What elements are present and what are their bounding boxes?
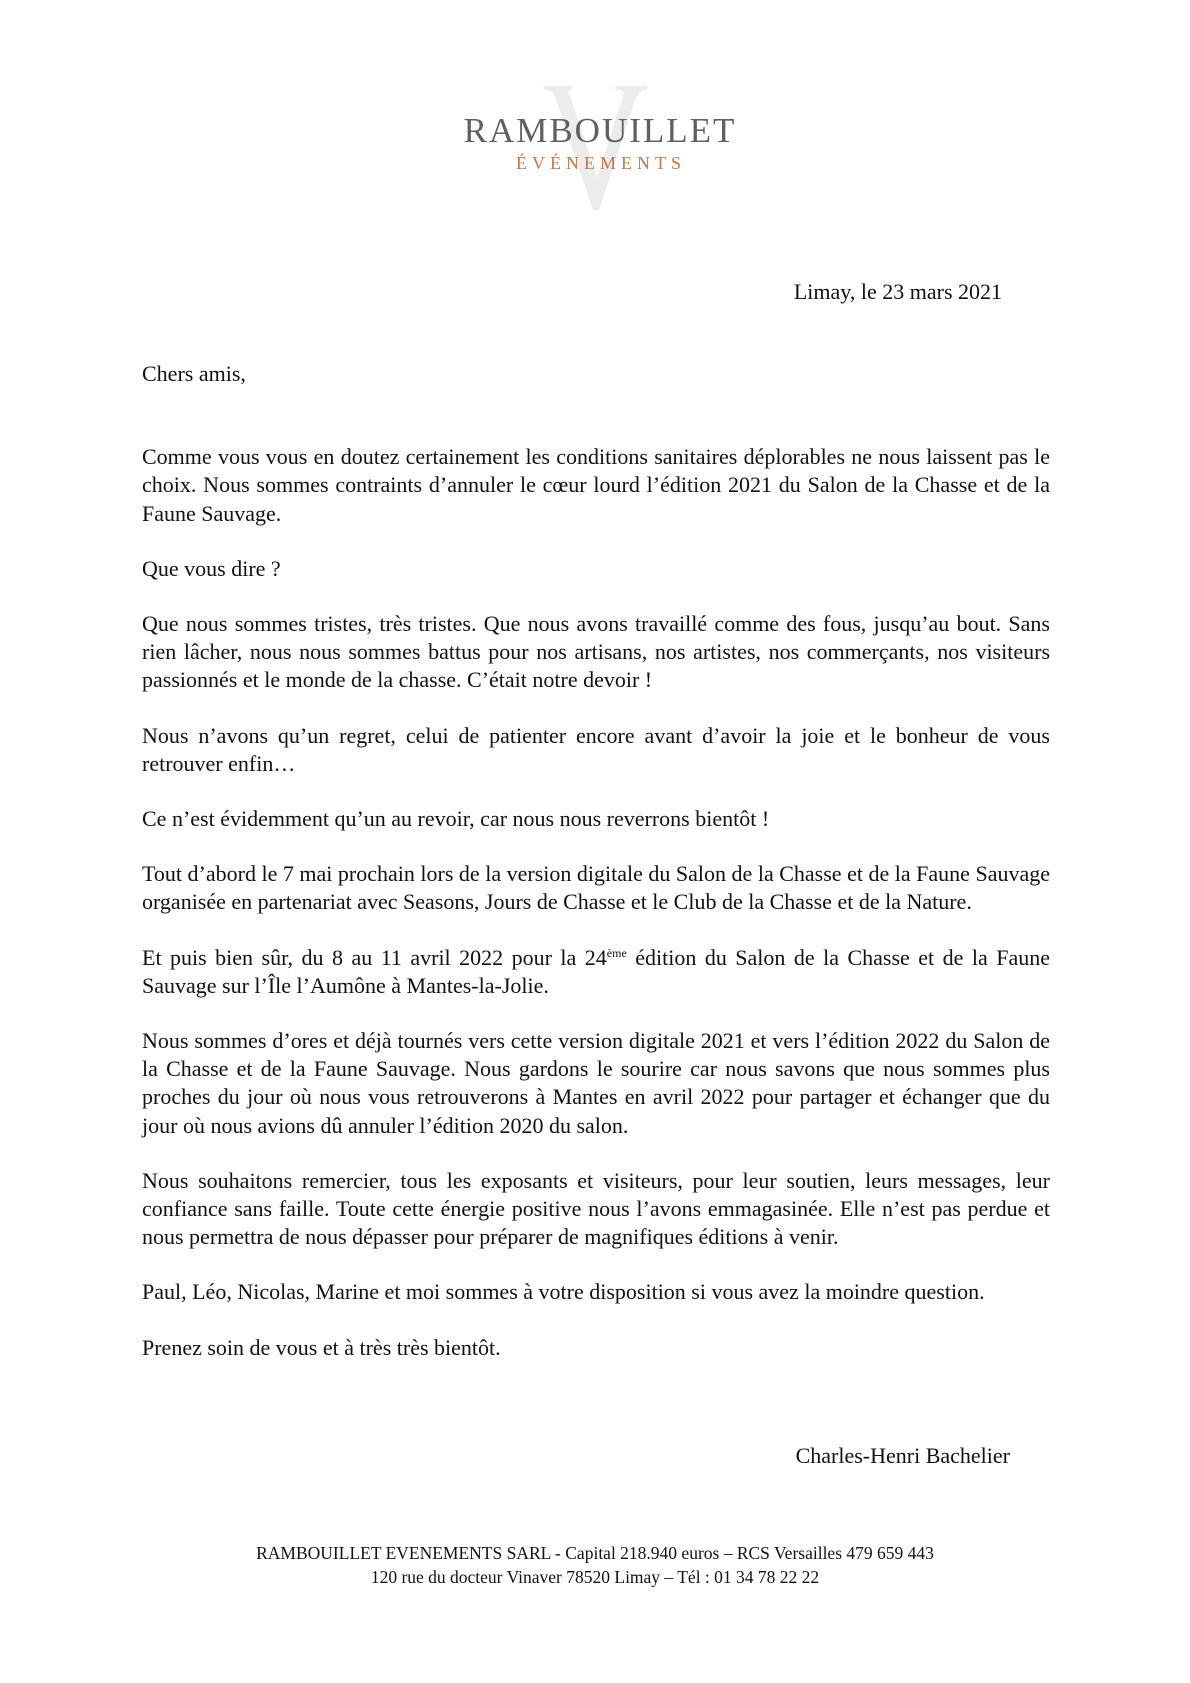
ordinal-superscript: ème — [606, 945, 627, 960]
paragraph-8: Nous sommes d’ores et déjà tournés vers cette version digitale 2021 et vers l’édition 2022 du Salon de la Chasse et de la Faune Sauvage. Nous gardons le sourire car nous savons que nous sommes plus proches du jour où nous vous retrouverons à Mantes en avril 2022 pour partager et échanger que du jour où nous avions dû annuler l’édition 2020 du salon. — [142, 1028, 1050, 1138]
paragraph-9: Nous souhaitons remercier, tous les exposants et visiteurs, pour leur soutien, leurs messages, leur confiance sans faille. Toute cette énergie positive nous l’avons emmagasinée. Elle n’est pas perdue et nous permettra de nous dépasser pour préparer de magnifiques éditions à venir. — [142, 1167, 1050, 1250]
letter-date: Limay, le 23 mars 2021 — [793, 279, 1002, 304]
paragraph-11: Prenez soin de vous et à très très bientôt. — [142, 1334, 501, 1360]
paragraph-1: Comme vous vous en doutez certainement les conditions sanitaires déplorables ne nous laissent pas le choix. Nous sommes contraints d’annuler le cœur lourd l’édition 2021 du Salon de la Chasse et de la Faune Sauvage. — [142, 444, 1050, 526]
footer-address-line: 120 rue du docteur Vinaver 78520 Limay – Tél : 01 34 78 22 22 — [370, 1567, 820, 1587]
paragraph-2: Que vous dire ? — [142, 555, 281, 581]
footer — [0, 1541, 1190, 1589]
logo-title: RAMBOUILLET — [463, 111, 737, 150]
company-logo — [0, 82, 1190, 214]
paragraph-6: Tout d’abord le 7 mai prochain lors de la version digitale du Salon de la Chasse et de la Faune Sauvage organisée en partenariat avec Seasons, Jours de Chasse et le Club de la Chasse et de la Nature. — [142, 861, 1050, 915]
paragraph-7-start: Et puis bien sûr, du 8 au 11 avril 2022 pour la 24 — [142, 944, 607, 970]
paragraph-7 — [142, 944, 1050, 1000]
signature: Charles-Henri Bachelier — [795, 1443, 1010, 1468]
logo-subtitle: ÉVÉNEMENTS — [516, 153, 686, 173]
paragraph-5: Ce n’est évidemment qu’un au revoir, car nous nous reverrons bientôt ! — [142, 806, 770, 832]
paragraph-3: Que nous sommes tristes, très tristes. Que nous avons travaillé comme des fous, jusqu’au bout. Sans rien lâcher, nous nous sommes battus pour nos artisans, nos artistes, nos commerçants, nos visiteurs passionnés et le monde de la chasse. C’était notre devoir ! — [142, 611, 1050, 693]
salutation: Chers amis, — [142, 361, 246, 386]
letter-body — [142, 360, 1050, 1389]
paragraph-7-end: édition du Salon de la Chasse et de la Faune Sauvage sur l’Île l’Aumône à Mantes-la-Jolie. — [142, 944, 1050, 998]
paragraph-4: Nous n’avons qu’un regret, celui de patienter encore avant d’avoir la joie et le bonheur de vous retrouver enfin… — [142, 722, 1050, 776]
paragraph-10: Paul, Léo, Nicolas, Marine et moi sommes à votre disposition si vous avez la moindre question. — [142, 1279, 985, 1305]
footer-company-line: RAMBOUILLET EVENEMENTS SARL - Capital 218.940 euros – RCS Versailles 479 659 443 — [256, 1543, 934, 1563]
